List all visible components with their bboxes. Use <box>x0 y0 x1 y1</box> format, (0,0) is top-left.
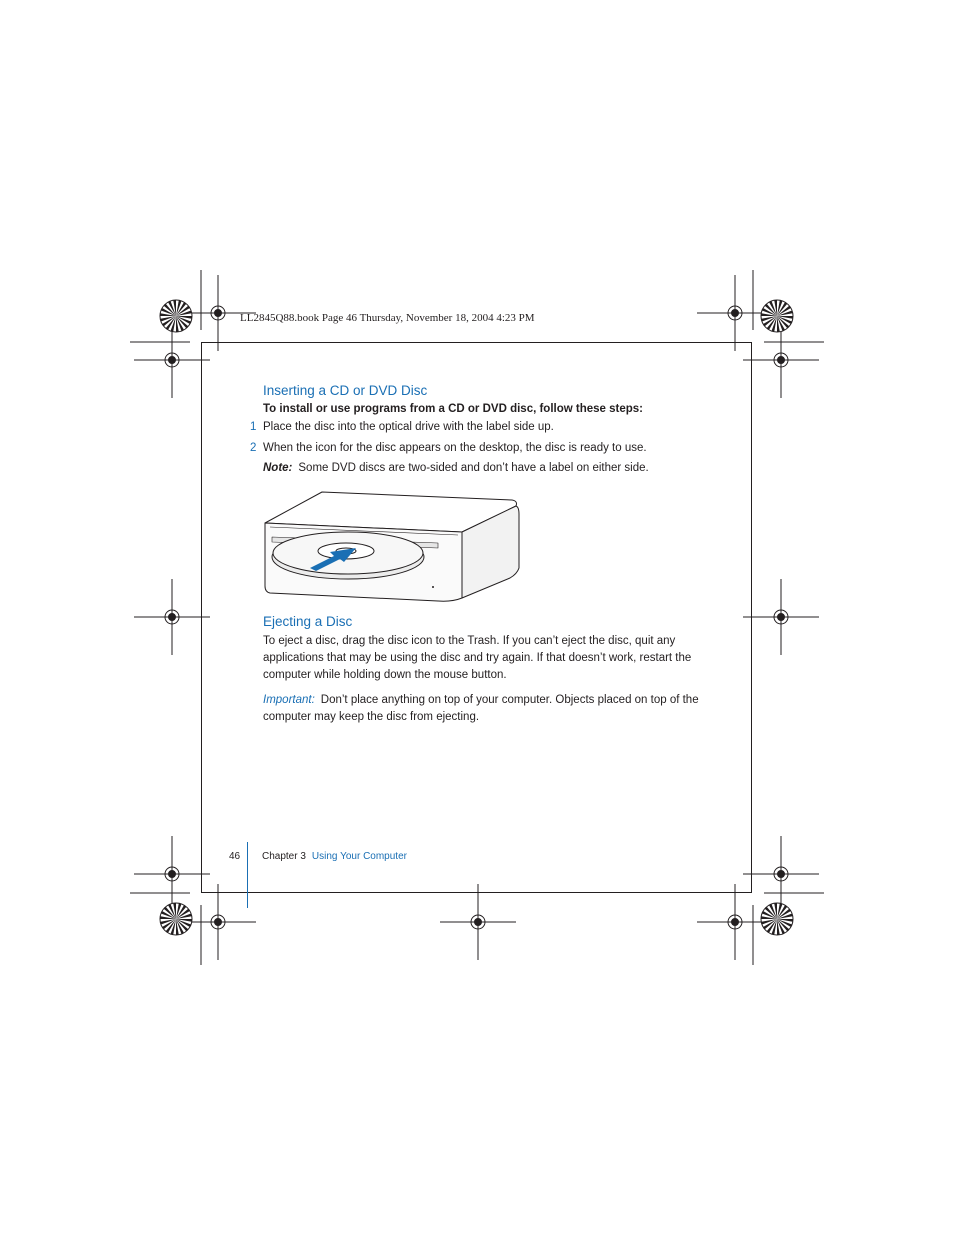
note <box>263 462 649 474</box>
step-2 <box>250 442 647 454</box>
starburst-mark-icon <box>160 903 192 935</box>
lead-instruction: To install or use programs from a CD or DVD disc, follow these steps: <box>263 403 643 415</box>
step-1 <box>250 421 554 433</box>
footer-rule <box>247 842 248 908</box>
step-number: 1 <box>250 421 257 433</box>
step-text: Place the disc into the optical drive with the label side up. <box>263 421 554 433</box>
starburst-mark-icon <box>160 300 192 332</box>
chapter-title: Using Your Computer <box>311 851 407 862</box>
crosshair-target-icon <box>743 836 819 912</box>
crosshair-target-icon <box>743 579 819 655</box>
crosshair-target-icon <box>743 322 819 398</box>
crosshair-target-icon <box>134 836 210 912</box>
step-number: 2 <box>250 442 257 454</box>
crosshair-target-icon <box>440 884 516 960</box>
important-label: Important: <box>263 694 315 706</box>
eject-paragraph: To eject a disc, drag the disc icon to the Trash. If you can’t eject the disc, quit any applications that may be using the disc and try again. If that doesn’t work, restart the computer while holding down the mouse button. <box>263 635 692 681</box>
crosshair-target-icon <box>134 579 210 655</box>
crosshair-target-icon <box>134 322 210 398</box>
footer-chapter <box>262 851 407 862</box>
section-heading-ejecting: Ejecting a Disc <box>263 614 353 629</box>
mac-mini-disc-illustration <box>262 490 520 605</box>
important-paragraph <box>263 692 703 726</box>
slug-line: LL2845Q88.book Page 46 Thursday, November 18, 2004 4:23 PM <box>240 312 535 324</box>
starburst-mark-icon <box>761 300 793 332</box>
note-label: Note: <box>263 462 293 474</box>
important-text: Don’t place anything on top of your computer. Objects placed on top of the computer may keep the disc from ejecting. <box>263 694 699 723</box>
page-number: 46 <box>229 851 241 862</box>
note-text: Some DVD discs are two-sided and don’t have a label on either side. <box>298 462 649 474</box>
step-text: When the icon for the disc appears on the desktop, the disc is ready to use. <box>263 442 647 454</box>
section-heading-inserting: Inserting a CD or DVD Disc <box>263 383 428 398</box>
chapter-label: Chapter 3 <box>262 851 306 862</box>
starburst-mark-icon <box>761 903 793 935</box>
